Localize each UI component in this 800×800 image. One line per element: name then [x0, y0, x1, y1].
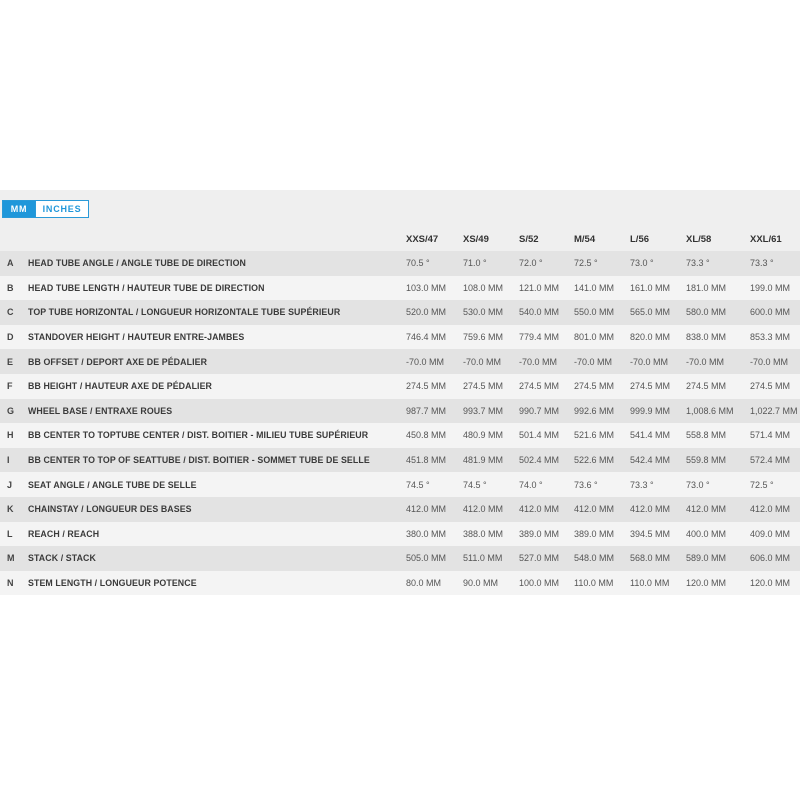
row-value: 540.0 MM	[519, 307, 560, 318]
row-label: CHAINSTAY / LONGUEUR DES BASES	[28, 504, 192, 515]
row-value: 388.0 MM	[463, 528, 504, 539]
size-header-row	[0, 227, 800, 251]
row-value: 501.4 MM	[519, 430, 560, 441]
row-value: 80.0 MM	[406, 578, 442, 589]
inches-unit-button[interactable]: INCHES	[35, 201, 88, 217]
row-label: STEM LENGTH / LONGUEUR POTENCE	[28, 578, 197, 589]
table-row	[0, 423, 800, 448]
size-header: L/56	[630, 233, 650, 245]
row-value: 541.4 MM	[630, 430, 671, 441]
row-value: 542.4 MM	[630, 455, 671, 466]
row-letter: B	[7, 282, 14, 293]
row-value: 838.0 MM	[686, 332, 727, 343]
table-row	[0, 300, 800, 325]
row-value: 502.4 MM	[519, 455, 560, 466]
row-value: 161.0 MM	[630, 282, 671, 293]
row-value: 110.0 MM	[574, 578, 614, 589]
size-header: M/54	[574, 233, 596, 245]
row-value: 108.0 MM	[463, 282, 504, 293]
table-row	[0, 374, 800, 399]
row-value: 73.6 °	[574, 479, 598, 490]
row-value: 412.0 MM	[630, 504, 671, 515]
mm-unit-button[interactable]: MM	[3, 201, 35, 217]
row-value: 389.0 MM	[574, 528, 615, 539]
row-value: 73.0 °	[630, 258, 654, 269]
row-value: 600.0 MM	[750, 307, 791, 318]
row-value: 558.8 MM	[686, 430, 727, 441]
geometry-panel	[0, 190, 800, 593]
row-letter: D	[7, 332, 14, 343]
row-letter: M	[7, 553, 15, 564]
row-value: 572.4 MM	[750, 455, 791, 466]
table-row	[0, 448, 800, 473]
row-value: 571.4 MM	[750, 430, 791, 441]
row-value: 103.0 MM	[406, 282, 447, 293]
row-value: 274.5 MM	[630, 381, 671, 392]
row-value: 580.0 MM	[686, 307, 727, 318]
row-value: 530.0 MM	[463, 307, 504, 318]
row-value: 606.0 MM	[750, 553, 791, 564]
row-value: 521.6 MM	[574, 430, 615, 441]
row-value: 72.0 °	[519, 258, 543, 269]
header-blank-letter	[0, 227, 28, 251]
row-value: 71.0 °	[463, 258, 487, 269]
row-value: 481.9 MM	[463, 455, 504, 466]
row-letter: I	[7, 455, 10, 466]
size-header: XL/58	[686, 233, 712, 245]
geometry-rows	[0, 251, 800, 595]
row-value: 73.0 °	[686, 479, 710, 490]
size-header: XXS/47	[406, 233, 439, 245]
geometry-table	[0, 227, 800, 595]
row-value: -70.0 MM	[519, 356, 558, 367]
row-value: 450.8 MM	[406, 430, 447, 441]
row-value: 759.6 MM	[463, 332, 504, 343]
row-value: 274.5 MM	[750, 381, 791, 392]
row-value: 412.0 MM	[750, 504, 791, 515]
row-label: TOP TUBE HORIZONTAL / LONGUEUR HORIZONTALE TUBE SUPÉRIEUR	[28, 307, 341, 318]
row-value: 274.5 MM	[463, 381, 504, 392]
table-row	[0, 571, 800, 596]
row-value: 550.0 MM	[574, 307, 615, 318]
row-value: 412.0 MM	[463, 504, 504, 515]
size-header: XXL/61	[750, 233, 782, 245]
row-value: 412.0 MM	[686, 504, 727, 515]
row-value: -70.0 MM	[686, 356, 725, 367]
row-letter: E	[7, 356, 14, 367]
row-value: 1,022.7 MM	[750, 405, 798, 416]
table-row	[0, 276, 800, 301]
row-value: 72.5 °	[574, 258, 598, 269]
header-blank-label	[28, 227, 406, 251]
row-value: 451.8 MM	[406, 455, 447, 466]
row-value: 181.0 MM	[686, 282, 727, 293]
row-value: 394.5 MM	[630, 528, 671, 539]
row-value: 380.0 MM	[406, 528, 447, 539]
row-value: 589.0 MM	[686, 553, 727, 564]
row-label: BB HEIGHT / HAUTEUR AXE DE PÉDALIER	[28, 381, 213, 392]
row-value: 820.0 MM	[630, 332, 671, 343]
row-value: 74.0 °	[519, 479, 543, 490]
row-label: SEAT ANGLE / ANGLE TUBE DE SELLE	[28, 479, 197, 490]
row-label: HEAD TUBE LENGTH / HAUTEUR TUBE DE DIRECTION	[28, 282, 265, 293]
row-value: 412.0 MM	[519, 504, 560, 515]
row-letter: N	[7, 578, 14, 589]
size-header: S/52	[519, 233, 539, 245]
row-value: 801.0 MM	[574, 332, 615, 343]
row-letter: C	[7, 307, 14, 318]
table-row	[0, 472, 800, 497]
row-label: REACH / REACH	[28, 528, 100, 539]
row-value: 511.0 MM	[463, 553, 503, 564]
table-row	[0, 522, 800, 547]
row-label: STACK / STACK	[28, 553, 96, 564]
row-value: -70.0 MM	[630, 356, 669, 367]
row-label: HEAD TUBE ANGLE / ANGLE TUBE DE DIRECTION	[28, 258, 246, 269]
row-value: 100.0 MM	[519, 578, 560, 589]
row-value: 522.6 MM	[574, 455, 615, 466]
row-value: 779.4 MM	[519, 332, 560, 343]
table-row	[0, 349, 800, 374]
row-label: BB CENTER TO TOP OF SEATTUBE / DIST. BOITIER - SOMMET TUBE DE SELLE	[28, 455, 370, 466]
row-value: 409.0 MM	[750, 528, 791, 539]
row-value: 73.3 °	[630, 479, 654, 490]
row-letter: G	[7, 405, 15, 416]
row-value: 412.0 MM	[406, 504, 447, 515]
row-value: 389.0 MM	[519, 528, 560, 539]
row-value: 565.0 MM	[630, 307, 671, 318]
row-value: 568.0 MM	[630, 553, 671, 564]
row-value: -70.0 MM	[406, 356, 445, 367]
row-value: -70.0 MM	[574, 356, 613, 367]
row-letter: J	[7, 479, 13, 490]
table-row	[0, 251, 800, 276]
row-value: 505.0 MM	[406, 553, 447, 564]
row-value: 992.6 MM	[574, 405, 615, 416]
row-value: 548.0 MM	[574, 553, 615, 564]
row-value: 853.3 MM	[750, 332, 791, 343]
row-value: 70.5 °	[406, 258, 430, 269]
row-value: 73.3 °	[750, 258, 774, 269]
row-value: 110.0 MM	[630, 578, 670, 589]
table-row	[0, 325, 800, 350]
row-value: 1,008.6 MM	[686, 405, 734, 416]
row-value: 990.7 MM	[519, 405, 560, 416]
row-value: 987.7 MM	[406, 405, 447, 416]
row-letter: L	[7, 528, 13, 539]
unit-toggle	[2, 200, 89, 218]
row-value: 120.0 MM	[686, 578, 727, 589]
row-value: 520.0 MM	[406, 307, 447, 318]
row-label: BB OFFSET / DEPORT AXE DE PÉDALIER	[28, 356, 208, 367]
row-value: 746.4 MM	[406, 332, 447, 343]
row-letter: A	[7, 258, 14, 269]
row-letter: F	[7, 381, 13, 392]
row-value: 480.9 MM	[463, 430, 504, 441]
row-value: 999.9 MM	[630, 405, 671, 416]
row-value: 120.0 MM	[750, 578, 791, 589]
row-value: 559.8 MM	[686, 455, 727, 466]
row-value: -70.0 MM	[463, 356, 502, 367]
row-value: 121.0 MM	[519, 282, 560, 293]
table-row	[0, 399, 800, 424]
row-value: -70.0 MM	[750, 356, 789, 367]
row-label: BB CENTER TO TOPTUBE CENTER / DIST. BOITIER - MILIEU TUBE SUPÉRIEUR	[28, 430, 369, 441]
row-value: 274.5 MM	[519, 381, 560, 392]
row-label: WHEEL BASE / ENTRAXE ROUES	[28, 405, 173, 416]
row-label: STANDOVER HEIGHT / HAUTEUR ENTRE-JAMBES	[28, 332, 245, 343]
row-value: 274.5 MM	[574, 381, 615, 392]
row-value: 74.5 °	[406, 479, 430, 490]
row-value: 141.0 MM	[574, 282, 615, 293]
size-header: XS/49	[463, 233, 489, 245]
row-value: 412.0 MM	[574, 504, 615, 515]
row-letter: K	[7, 504, 14, 515]
row-value: 73.3 °	[686, 258, 710, 269]
row-value: 72.5 °	[750, 479, 774, 490]
row-value: 993.7 MM	[463, 405, 504, 416]
row-value: 74.5 °	[463, 479, 487, 490]
table-row	[0, 497, 800, 522]
row-letter: H	[7, 430, 14, 441]
row-value: 527.0 MM	[519, 553, 560, 564]
row-value: 274.5 MM	[406, 381, 447, 392]
row-value: 274.5 MM	[686, 381, 727, 392]
row-value: 90.0 MM	[463, 578, 499, 589]
row-value: 199.0 MM	[750, 282, 791, 293]
table-row	[0, 546, 800, 571]
row-value: 400.0 MM	[686, 528, 727, 539]
